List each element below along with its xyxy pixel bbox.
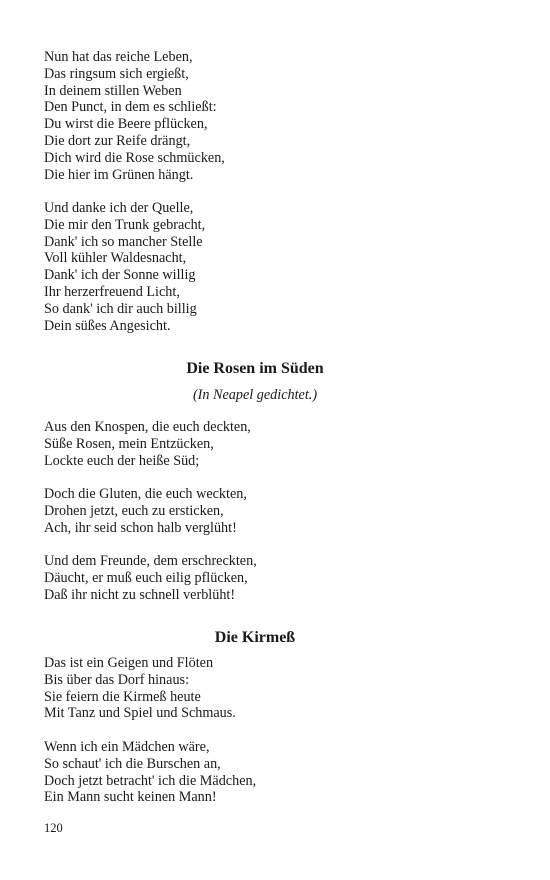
verse-line: Doch jetzt betracht' ich die Mädchen, [44, 772, 257, 789]
verse-line: Daß ihr nicht zu schnell verblüht! [44, 586, 236, 603]
verse-line: Voll kühler Waldesnacht, [44, 250, 187, 267]
verse-line: Sie feiern die Kirmeß heute [44, 688, 201, 705]
page-number: 120 [44, 821, 63, 835]
verse-line: Dein süßes Angesicht. [44, 317, 171, 334]
verse-line: Und dem Freunde, dem erschreckten, [44, 553, 257, 569]
verse-line: Drohen jetzt, euch zu ersticken, [44, 502, 224, 519]
verse-line: So dank' ich dir auch billig [44, 300, 197, 317]
poem-stanza [44, 486, 247, 536]
poem-stanza [44, 739, 256, 806]
verse-line: Ach, ihr seid schon halb verglüht! [44, 519, 237, 536]
poem-stanza [44, 553, 257, 603]
poem-subtitle: (In Neapel gedichtet.) [192, 387, 318, 403]
verse-line: Dank' ich der Sonne willig [44, 267, 196, 284]
verse-line: Süße Rosen, mein Entzücken, [44, 435, 214, 452]
verse-line: Die hier im Grünen hängt. [44, 166, 194, 183]
verse-line: Und danke ich der Quelle, [44, 200, 194, 216]
poem-stanza [44, 655, 236, 722]
verse-line: Den Punct, in dem es schließt: [44, 99, 217, 116]
verse-line: Ihr herzerfreuend Licht, [44, 283, 180, 300]
verse-line: Mit Tanz und Spiel und Schmaus. [44, 705, 236, 722]
poem-title: Die Kirmeß [214, 629, 296, 646]
verse-line: Ein Mann sucht keinen Mann! [44, 789, 217, 806]
verse-line: Die mir den Trunk gebracht, [44, 216, 206, 233]
verse-line: In deinem stillen Weben [44, 82, 182, 99]
verse-line: Das ringsum sich ergießt, [44, 65, 189, 82]
verse-line: Das ist ein Geigen und Flöten [44, 655, 214, 671]
verse-line: Däucht, er muß euch eilig pflücken, [44, 569, 248, 586]
verse-line: So schaut' ich die Burschen an, [44, 755, 221, 772]
verse-line: Bis über das Dorf hinaus: [44, 671, 190, 688]
poem-title: Die Rosen im Süden [186, 360, 324, 377]
verse-line: Doch die Gluten, die euch weckten, [44, 486, 247, 502]
poem-stanza [44, 419, 251, 469]
verse-line: Dank' ich so mancher Stelle [44, 233, 203, 250]
verse-line: Aus den Knospen, die euch deckten, [44, 419, 251, 435]
verse-line: Nun hat das reiche Leben, [44, 49, 193, 65]
poem-stanza [44, 200, 205, 334]
verse-line: Du wirst die Beere pflücken, [44, 116, 208, 133]
verse-line: Dich wird die Rose schmücken, [44, 149, 225, 166]
verse-line: Wenn ich ein Mädchen wäre, [44, 739, 210, 755]
poem-stanza [44, 49, 225, 183]
verse-line: Die dort zur Reife drängt, [44, 132, 191, 149]
verse-line: Lockte euch der heiße Süd; [44, 452, 200, 469]
